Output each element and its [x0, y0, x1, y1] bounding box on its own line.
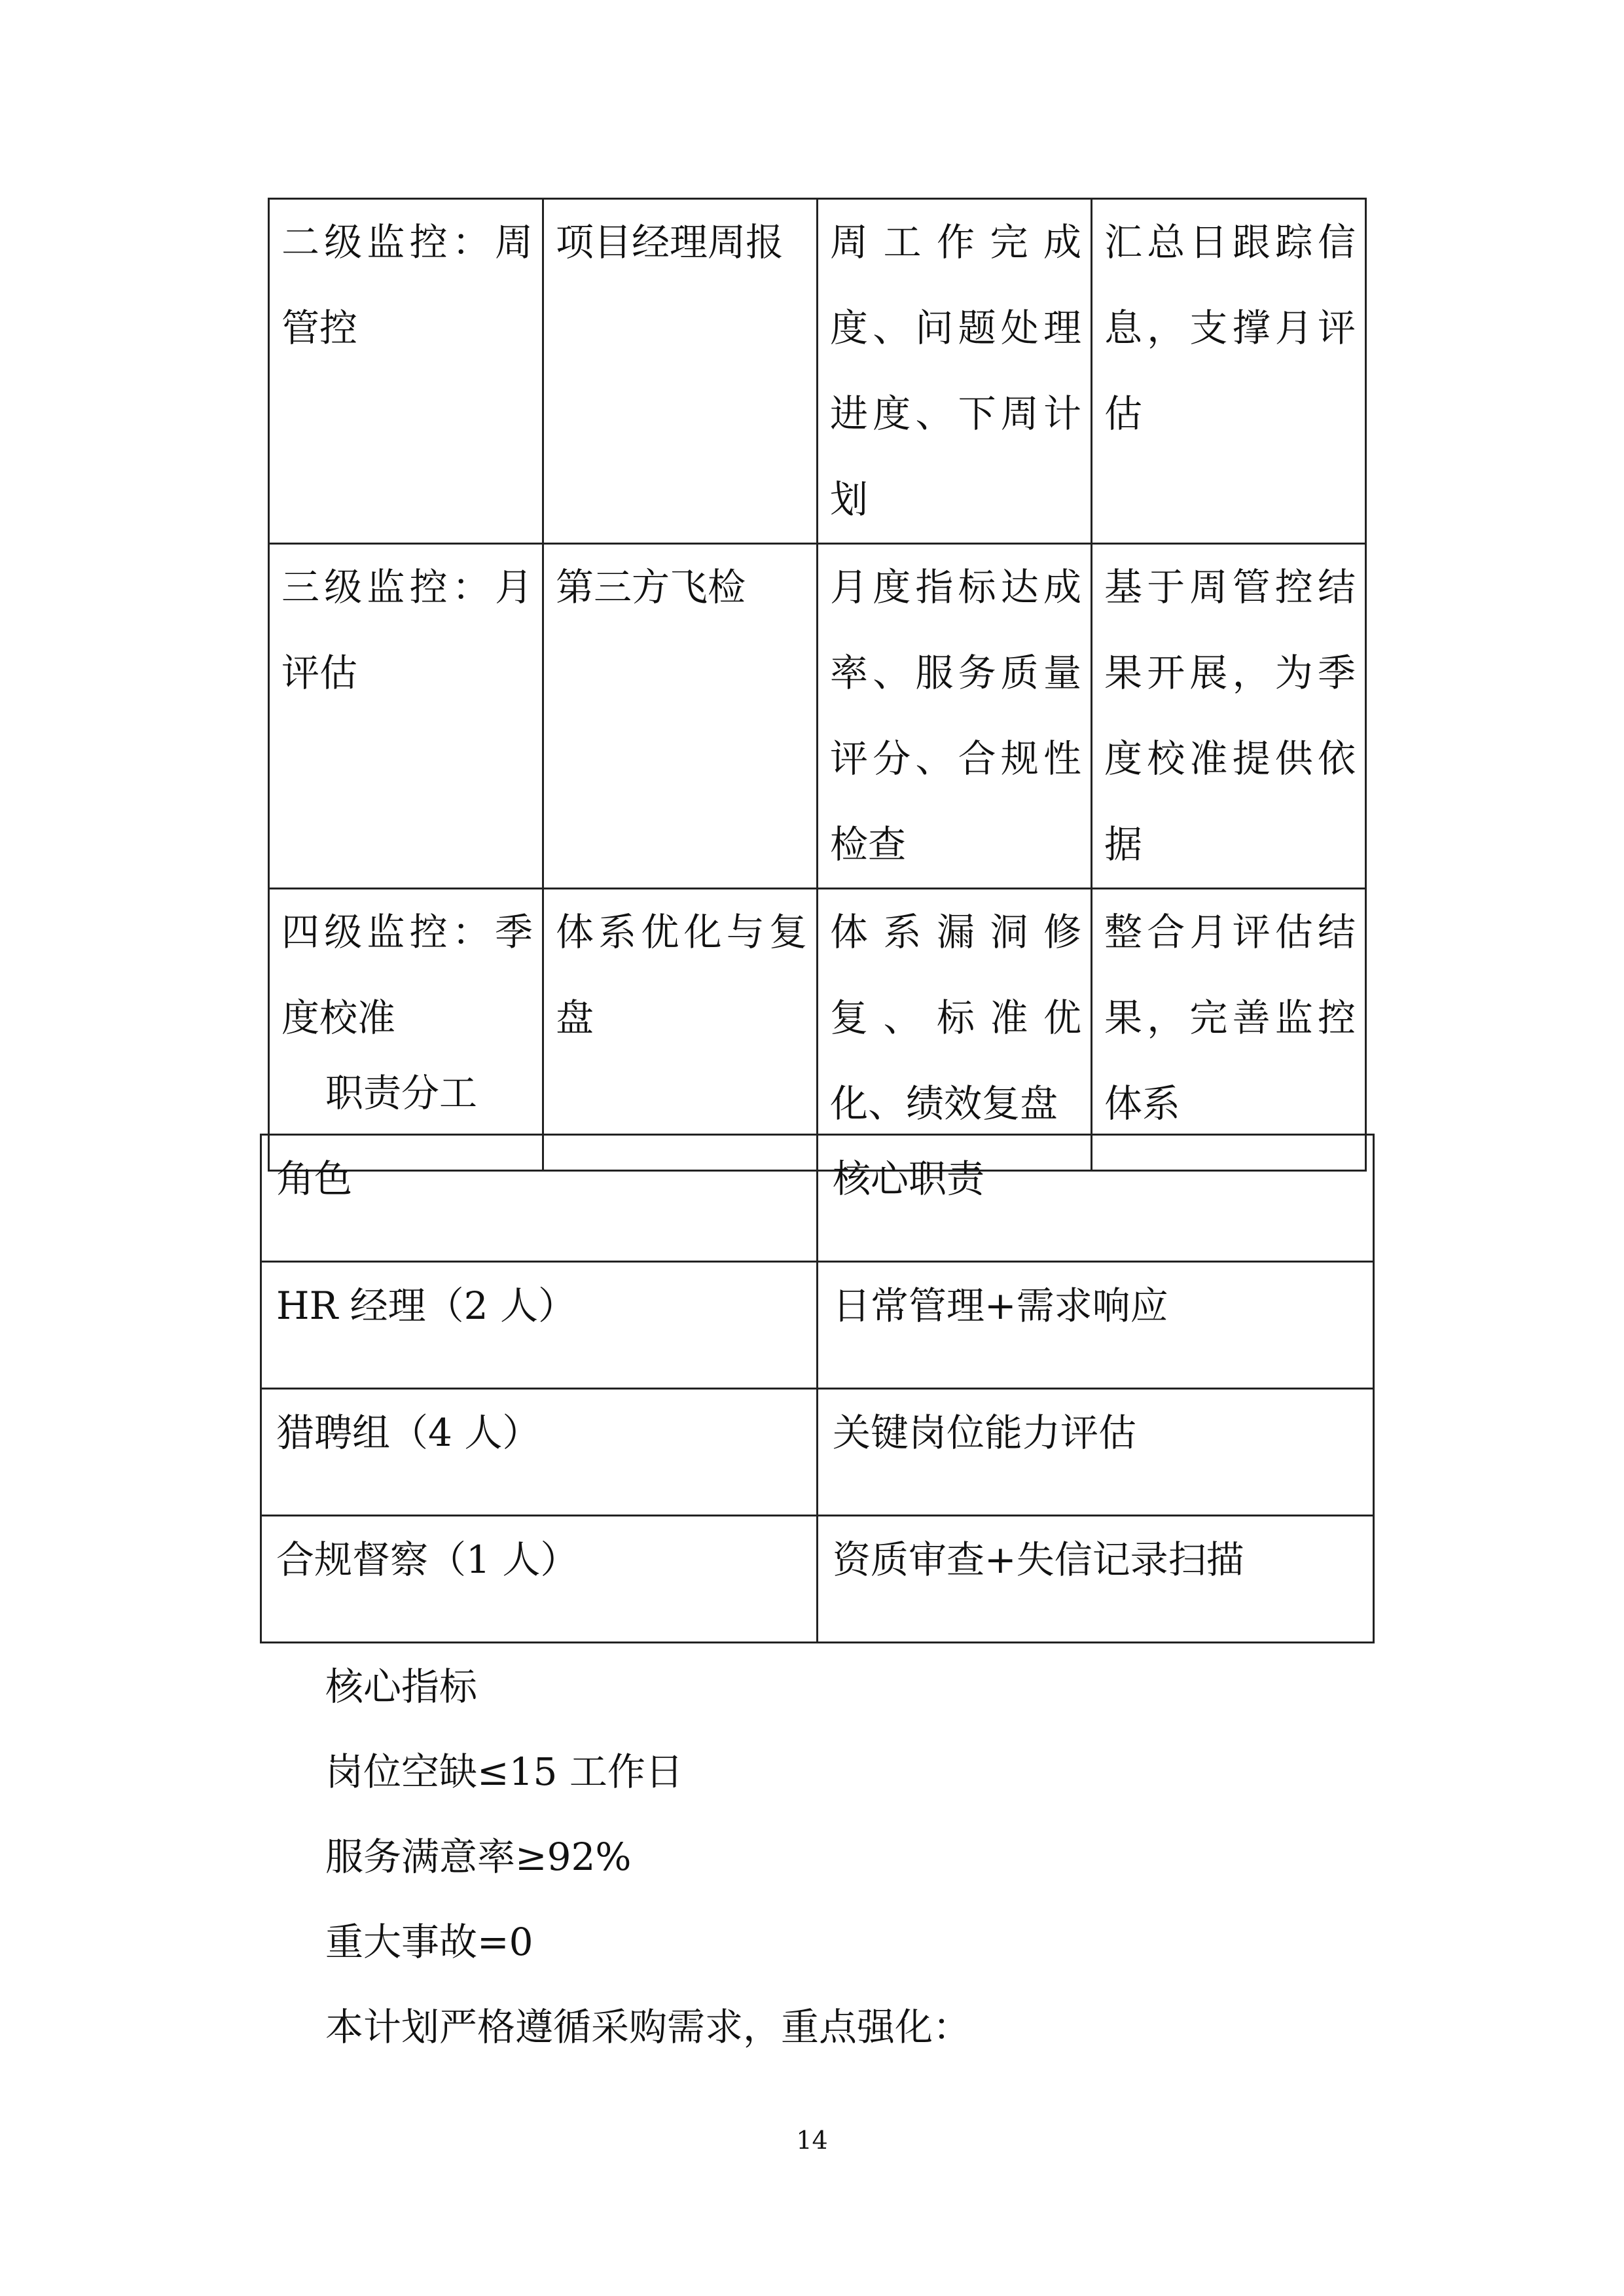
table-row — [261, 1516, 1374, 1643]
monitor-relation-cell: 基于周管控结果开展，为季度校准提供依据 — [1104, 565, 1356, 867]
monitor-content-cell: 月度指标达成率、服务质量评分、合规性检查 — [830, 565, 1081, 867]
table-row — [269, 199, 1366, 544]
duty-cell: 日常管理+需求响应 — [833, 1283, 1168, 1328]
closing-paragraph: 本计划严格遵循采购需求，重点强化： — [325, 2005, 971, 2049]
role-cell: HR 经理（2 人） — [276, 1283, 577, 1328]
duty-cell: 资质审查+失信记录扫描 — [833, 1537, 1244, 1582]
kpi-item: 服务满意率≥92% — [325, 1835, 632, 1879]
kpi-item: 岗位空缺≤15 工作日 — [325, 1749, 683, 1794]
monitor-method-cell: 体系优化与复盘 — [556, 910, 807, 1040]
page-number: 14 — [796, 2126, 828, 2155]
monitoring-levels-table — [268, 198, 1367, 1172]
duty-header-cell: 核心职责 — [833, 1157, 985, 1201]
monitor-level-cell: 二级监控：周管控 — [281, 220, 533, 350]
roles-table — [260, 1134, 1375, 1643]
monitor-relation-cell: 汇总日跟踪信息，支撑月评估 — [1104, 220, 1356, 436]
monitor-relation-cell: 整合月评估结果，完善监控体系 — [1104, 910, 1356, 1126]
kpi-heading: 核心指标 — [325, 1664, 478, 1709]
kpi-item: 重大事故=0 — [325, 1920, 533, 1964]
monitor-content-cell: 周工作完成度、问题处理进度、下周计划 — [830, 220, 1081, 522]
monitor-level-cell: 三级监控：月评估 — [281, 565, 533, 695]
monitor-level-cell: 四级监控：季度校准 — [281, 910, 533, 1040]
table-row — [269, 889, 1366, 1171]
duty-cell: 关键岗位能力评估 — [833, 1410, 1137, 1455]
roles-heading: 职责分工 — [325, 1071, 478, 1115]
monitor-content-cell: 体系漏洞修复、标准优化、绩效复盘 — [830, 910, 1081, 1126]
role-cell: 合规督察（1 人） — [276, 1537, 579, 1582]
table-row — [269, 544, 1366, 889]
table-row — [261, 1262, 1374, 1389]
table-row — [261, 1389, 1374, 1516]
monitor-method-cell: 项目经理周报 — [556, 220, 784, 264]
monitor-method-cell: 第三方飞检 — [556, 565, 746, 609]
role-header-cell: 角色 — [276, 1157, 353, 1201]
role-cell: 猎聘组（4 人） — [276, 1410, 541, 1455]
table-header-row — [261, 1135, 1374, 1262]
